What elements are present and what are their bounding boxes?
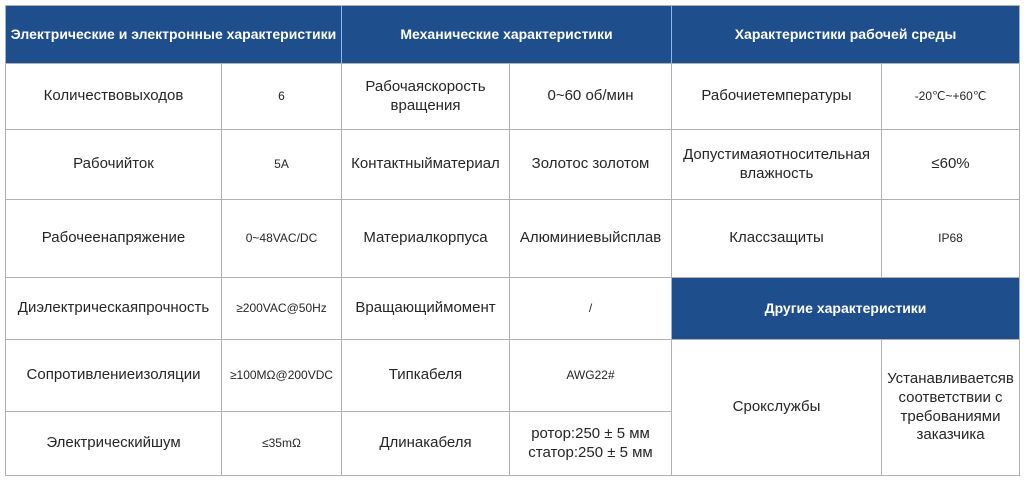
electrical-label: Электрическийшум (6, 412, 222, 476)
electrical-label: Диэлектрическаяпрочность (6, 278, 222, 340)
cable-length-rotor: ротор:250 ± 5 мм (531, 424, 650, 442)
table-row (6, 130, 1020, 200)
other-value: Устанавливаетсяв соответствии с требованиями заказчика (882, 340, 1020, 476)
mechanical-value: / (510, 278, 672, 340)
mechanical-value: Алюминиевыйсплав (510, 200, 672, 278)
electrical-label: Рабочийток (6, 130, 222, 200)
table-row (6, 340, 1020, 412)
environment-value: ≤60% (882, 130, 1020, 200)
environment-label: Допустимаяотносительная влажность (672, 130, 882, 200)
table-row (6, 200, 1020, 278)
electrical-value: ≥200VAC@50Hz (222, 278, 342, 340)
spec-table (5, 5, 1020, 476)
environment-label: Рабочиетемпературы (672, 64, 882, 130)
header-electrical: Электрические и электронные характеристики (6, 6, 342, 64)
mechanical-label: Типкабеля (342, 340, 510, 412)
mechanical-label: Контактныйматериал (342, 130, 510, 200)
mechanical-value: Золотос золотом (510, 130, 672, 200)
other-label: Срокслужбы (672, 340, 882, 476)
electrical-value: ≥100MΩ@200VDC (222, 340, 342, 412)
mechanical-value: 0~60 об/мин (510, 64, 672, 130)
electrical-value: 6 (222, 64, 342, 130)
electrical-label: Сопротивлениеизоляции (6, 340, 222, 412)
mechanical-label: Длинакабеля (342, 412, 510, 476)
electrical-value: 0~48VAC/DC (222, 200, 342, 278)
mechanical-label: Материалкорпуса (342, 200, 510, 278)
electrical-value: 5A (222, 130, 342, 200)
mechanical-label: Вращающиймомент (342, 278, 510, 340)
environment-value: -20℃~+60℃ (882, 64, 1020, 130)
header-environment: Характеристики рабочей среды (672, 6, 1020, 64)
electrical-label: Рабочеенапряжение (6, 200, 222, 278)
electrical-value: ≤35mΩ (222, 412, 342, 476)
header-mechanical: Механические характеристики (342, 6, 672, 64)
cable-length-stator: статор:250 ± 5 мм (528, 443, 653, 461)
header-other: Другие характеристики (672, 278, 1020, 340)
environment-label: Классзащиты (672, 200, 882, 278)
table-row (6, 278, 1020, 340)
environment-value: IP68 (882, 200, 1020, 278)
table-row (6, 64, 1020, 130)
mechanical-label: Рабочаяскорость вращения (342, 64, 510, 130)
mechanical-value (510, 412, 672, 476)
electrical-label: Количествовыходов (6, 64, 222, 130)
header-row (6, 6, 1020, 64)
mechanical-value: AWG22# (510, 340, 672, 412)
